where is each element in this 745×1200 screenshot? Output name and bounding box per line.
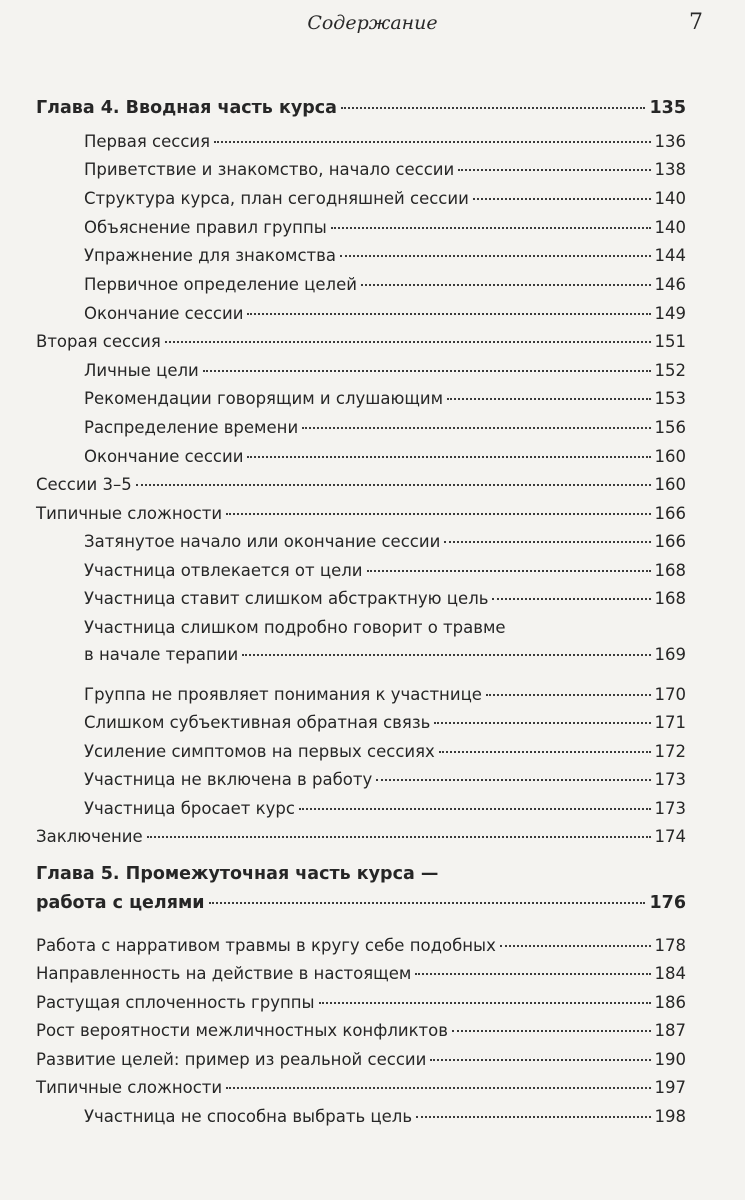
toc-entry [36,589,686,609]
dot-leader [226,1087,650,1089]
toc-entry [36,361,686,381]
toc-title: Сессии 3–5 [36,475,132,494]
toc-entry [36,561,686,581]
dot-leader [492,598,650,600]
dot-leader [416,1116,650,1118]
toc-title: Направленность на действие в настоящем [36,964,412,983]
toc-page: 168 [654,561,686,580]
dot-leader [340,255,651,257]
dot-leader [214,141,650,143]
dot-leader [444,541,650,543]
dot-leader [439,751,651,753]
toc-entry [36,160,686,180]
toc-title: Окончание сессии [84,304,244,323]
toc-title: Заключение [36,827,143,846]
toc-title: Слишком субъективная обратная связь [84,713,431,732]
toc-title: Вторая сессия [36,332,161,351]
toc-page: 135 [649,98,686,118]
toc-page: 173 [654,799,686,818]
dot-leader [473,198,651,200]
toc-title: Развитие целей: пример из реальной сессии [36,1050,427,1069]
toc-title: в начале терапии [84,645,239,664]
dot-leader [242,654,650,656]
page-header [0,12,745,42]
dot-leader [415,973,650,975]
toc-page: 151 [654,332,686,351]
toc-entry [36,770,686,790]
dot-leader [430,1059,650,1061]
toc-entry [36,1050,686,1070]
toc-entry [36,504,686,524]
toc-page: 170 [654,685,686,704]
toc-page: 186 [654,993,686,1012]
toc-title: Личные цели [84,361,199,380]
toc-entry [36,447,686,467]
toc-page: 153 [654,389,686,408]
dot-leader [500,945,651,947]
toc-page: 144 [654,246,686,265]
toc-page: 172 [654,742,686,761]
toc-entry [36,799,686,819]
toc-entry [36,475,686,495]
toc-title: Участница ставит слишком абстрактную цель [84,589,489,608]
dot-leader [226,513,650,515]
toc-entry [36,389,686,409]
toc-title: Типичные сложности [36,1078,223,1097]
toc-title: Затянутое начало или окончание сессии [84,532,441,551]
dot-leader [452,1030,651,1032]
toc-page: 190 [654,1050,686,1069]
toc-entry [36,275,686,295]
running-head: Содержание [307,12,438,34]
toc-title: Растущая сплоченность группы [36,993,315,1012]
toc-page: 173 [654,770,686,789]
dot-leader [147,836,651,838]
toc-entry [36,685,686,705]
dot-leader [209,902,646,904]
toc-entry-chapter-4 [36,98,686,118]
dot-leader [319,1002,651,1004]
dot-leader [331,227,651,229]
toc-title: Усиление симптомов на первых сессиях [84,742,435,761]
toc-page: 176 [649,893,686,913]
toc-entry-multiline [36,618,686,665]
toc-page: 197 [654,1078,686,1097]
toc-title: Первичное определение целей [84,275,357,294]
toc-page: 169 [654,645,686,664]
toc-title: Участница не включена в работу [84,770,373,789]
toc-title: Участница не способна выбрать цель [84,1107,413,1126]
toc-page: 166 [654,504,686,523]
dot-leader [367,570,651,572]
toc-title: Первая сессия [84,132,211,151]
toc-entry [36,1107,686,1127]
toc-entry [36,993,686,1013]
dot-leader [136,484,651,486]
dot-leader [447,398,650,400]
toc-title: Участница отвлекается от цели [84,561,363,580]
toc-title-line: Участница слишком подробно говорит о травме [84,618,506,637]
dot-leader [203,370,651,372]
toc-entry [36,132,686,152]
toc-page: 156 [654,418,686,437]
toc-title: Объяснение правил группы [84,218,327,237]
toc-page: 136 [654,132,686,151]
toc-title-line: Глава 5. Промежуточная часть курса — [36,864,439,884]
toc-title: Рекомендации говорящим и слушающим [84,389,444,408]
toc-title: Глава 4. Вводная часть курса [36,98,337,118]
toc-title: Участница бросает курс [84,799,295,818]
toc-page: 166 [654,532,686,551]
dot-leader [165,341,651,343]
toc-entry [36,893,686,913]
toc-entry [36,1078,686,1098]
toc-title: Рост вероятности межличностных конфликтов [36,1021,448,1040]
toc-title: Окончание сессии [84,447,244,466]
toc-page: 160 [654,447,686,466]
toc-entry [36,332,686,352]
toc-page: 187 [654,1021,686,1040]
dot-leader [247,313,650,315]
toc-entry [84,645,686,665]
toc-page: 160 [654,475,686,494]
toc-page: 140 [654,189,686,208]
toc-page: 171 [654,713,686,732]
toc-page: 174 [654,827,686,846]
toc-title: Структура курса, план сегодняшней сессии [84,189,469,208]
toc-entry [36,827,686,847]
page-number: 7 [689,10,703,35]
toc-title: Распределение времени [84,418,299,437]
toc-page: 138 [654,160,686,179]
toc-entry [36,1021,686,1041]
dot-leader [376,779,650,781]
toc-entry [36,936,686,956]
toc-title: Работа с нарративом травмы в кругу себе подобных [36,936,496,955]
dot-leader [247,456,650,458]
toc-page: 178 [654,936,686,955]
toc-entry [36,304,686,324]
toc-title: Типичные сложности [36,504,223,523]
toc-page: 140 [654,218,686,237]
toc-title: работа с целями [36,893,205,913]
toc-entry [36,713,686,733]
dot-leader [299,808,651,810]
toc-title: Группа не проявляет понимания к участнице [84,685,482,704]
toc-page: 184 [654,964,686,983]
toc-entry [36,189,686,209]
toc-entry [36,742,686,762]
toc-page: 149 [654,304,686,323]
dot-leader [486,694,651,696]
dot-leader [302,427,650,429]
toc-entry [36,418,686,438]
toc-page: 146 [654,275,686,294]
dot-leader [341,107,646,109]
dot-leader [434,722,650,724]
toc-entry-chapter-5 [36,864,686,913]
toc-entry [36,964,686,984]
toc-page: 168 [654,589,686,608]
toc-entry [36,218,686,238]
toc-entry [36,532,686,552]
toc-title: Упражнение для знакомства [84,246,336,265]
toc-page: 152 [654,361,686,380]
toc-entry [36,246,686,266]
toc-page: 198 [654,1107,686,1126]
dot-leader [458,169,650,171]
dot-leader [361,284,651,286]
toc-title: Приветствие и знакомство, начало сессии [84,160,455,179]
